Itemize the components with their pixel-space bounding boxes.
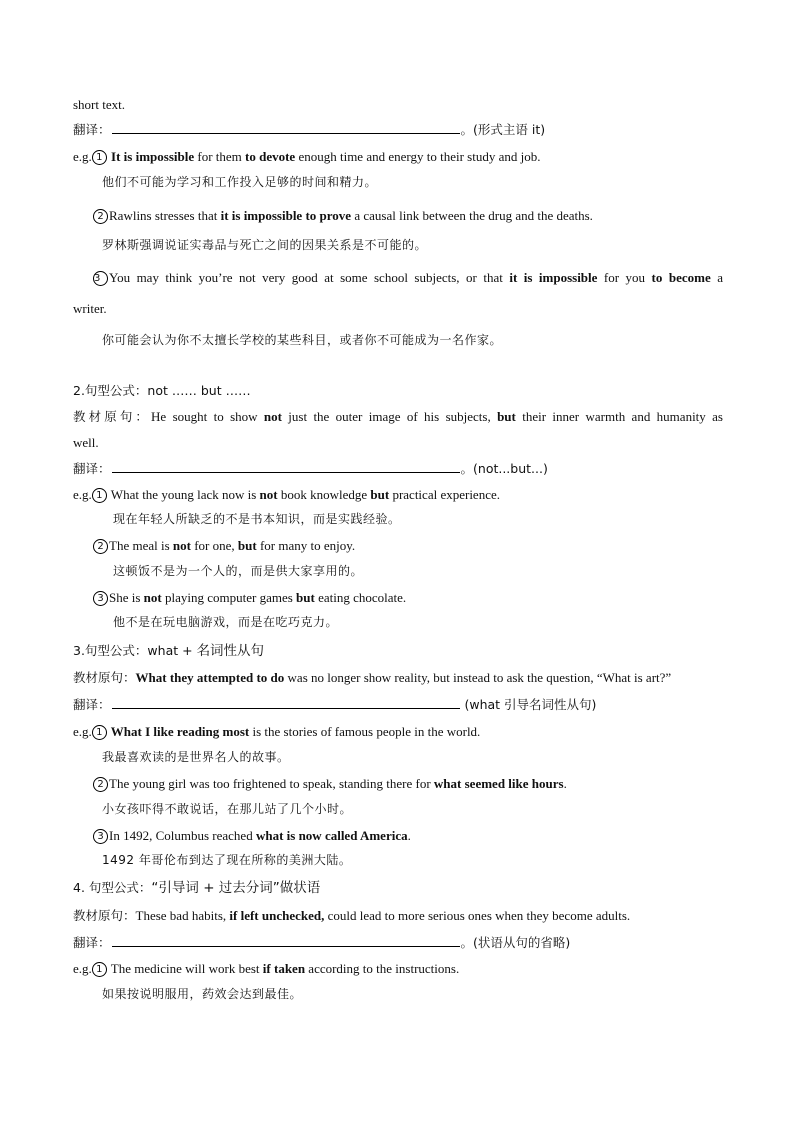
- example-translation: 罗林斯强调说证实毒品与死亡之间的因果关系是不可能的。: [102, 238, 428, 252]
- example-line: 3 In 1492, Columbus reached what is now called America.: [93, 827, 411, 844]
- answer-blank[interactable]: [112, 935, 460, 947]
- example-translation: 你可能会认为你不太擅长学校的某些科目，或者你不可能成为一名作家。: [102, 333, 503, 347]
- circled-number: 1: [92, 962, 107, 977]
- section-heading: 3.句型公式：what + 名词性从句: [73, 643, 265, 659]
- source-sentence: 教材原句：He sought to show not just the outer image of his subjects, but their inner warmth and humanity as: [73, 409, 723, 424]
- answer-blank[interactable]: [112, 461, 460, 473]
- example-translation: 我最喜欢读的是世界名人的故事。: [102, 750, 290, 764]
- example-line: 2 The young girl was too frightened to speak, standing there for what seemed like hours.: [93, 775, 567, 792]
- translation-line: 翻译： 。(形式主语 it): [73, 122, 546, 137]
- translation-line: 翻译： 。(not...but...): [73, 461, 548, 476]
- source-sentence: 教材原句：What they attempted to do was no longer show reality, but instead to ask the question, “What is art?”: [73, 670, 672, 685]
- example-translation: 现在年轻人所缺乏的不是书本知识，而是实践经验。: [113, 512, 401, 526]
- circled-number: 3: [93, 271, 108, 286]
- circled-number: 3: [93, 591, 108, 606]
- example-translation: 1492 年哥伦布到达了现在所称的美洲大陆。: [102, 853, 352, 867]
- answer-blank[interactable]: [112, 697, 460, 709]
- example-line: 3 You may think you’re not very good at some school subjects, or that it is impossible for you to become a: [94, 270, 723, 285]
- example-line-cont: writer.: [73, 301, 107, 316]
- text-fragment: short text.: [73, 97, 125, 112]
- circled-number: 2: [93, 539, 108, 554]
- example-line: e.g. 1 The medicine will work best if taken according to the instructions.: [73, 961, 460, 976]
- translation-line: 翻译： (what 引导名词性从句): [73, 697, 597, 712]
- example-line: e.g. 1 What the young lack now is not book knowledge but practical experience.: [73, 487, 500, 502]
- example-translation: 他不是在玩电脑游戏，而是在吃巧克力。: [113, 615, 339, 629]
- example-line: e.g. 1 What I like reading most is the stories of famous people in the world.: [73, 724, 481, 739]
- section-heading: 2.句型公式：not …… but ……: [73, 383, 251, 398]
- answer-blank[interactable]: [112, 122, 460, 134]
- circled-number: 1: [92, 150, 107, 165]
- example-translation: 小女孩吓得不敢说话，在那儿站了几个小时。: [102, 802, 353, 816]
- source-sentence: 教材原句：These bad habits, if left unchecked, could lead to more serious ones when they become adults.: [73, 908, 631, 923]
- example-translation: 这顿饭不是为一个人的，而是供大家享用的。: [113, 564, 364, 578]
- example-line: 2 The meal is not for one, but for many to enjoy.: [93, 537, 355, 554]
- section-heading: 4. 句型公式：“引导词 + 过去分词”做状语: [73, 880, 321, 896]
- example-translation: 他们不可能为学习和工作投入足够的时间和精力。: [102, 175, 378, 189]
- example-line: 3 She is not playing computer games but eating chocolate.: [93, 589, 406, 606]
- circled-number: 1: [92, 488, 107, 503]
- translation-line: 翻译： 。(状语从句的省略): [73, 935, 571, 950]
- circled-number: 2: [93, 777, 108, 792]
- source-sentence-cont: well.: [73, 435, 99, 450]
- circled-number: 2: [93, 209, 108, 224]
- example-line: 2 Rawlins stresses that it is impossible to prove a causal link between the drug and the deaths.: [93, 207, 593, 224]
- circled-number: 1: [92, 725, 107, 740]
- circled-number: 3: [93, 829, 108, 844]
- example-translation: 如果按说明服用，药效会达到最佳。: [102, 987, 303, 1001]
- example-line: e.g. 1 It is impossible for them to devote enough time and energy to their study and job.: [73, 149, 541, 164]
